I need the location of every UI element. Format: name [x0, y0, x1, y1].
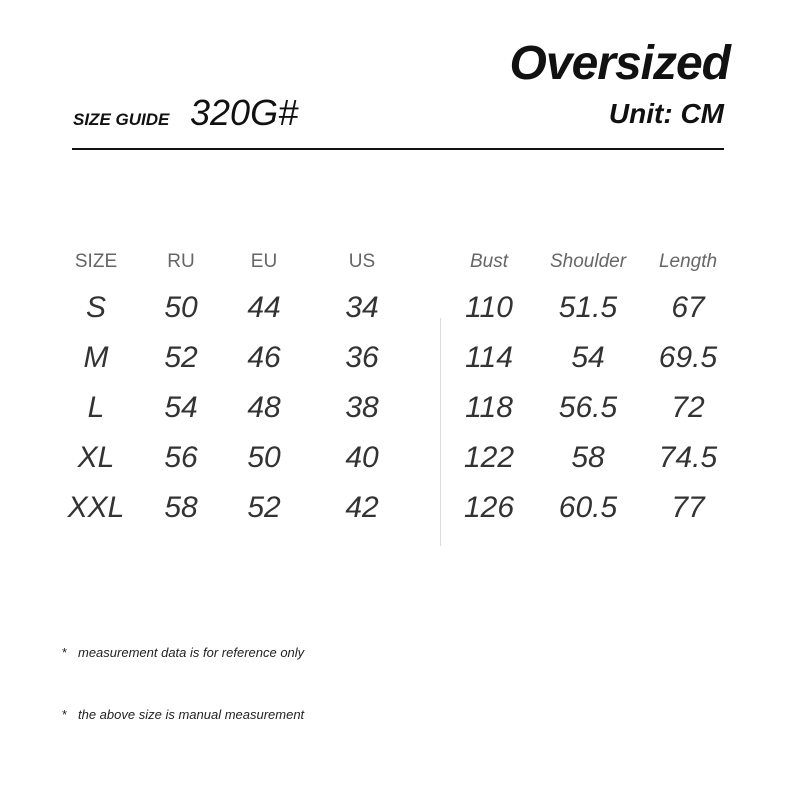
table-cell: 36	[345, 341, 379, 374]
table-cell: 56	[164, 441, 198, 474]
column-header: Length	[658, 251, 718, 272]
table-cell: 38	[345, 391, 379, 424]
product-code: 320G#	[190, 92, 299, 133]
header-divider	[72, 148, 724, 150]
table-cell: 34	[345, 291, 379, 324]
table-cell: 126	[463, 491, 515, 524]
table-cell: XXL	[67, 491, 125, 524]
table-cell: M	[83, 341, 109, 374]
table-cell: 67	[671, 291, 705, 324]
column-header: Bust	[469, 251, 509, 272]
table-cell: 46	[247, 341, 281, 374]
unit-label: Unit: CM	[608, 98, 724, 129]
table-cell: L	[87, 391, 105, 424]
table-cell: 42	[345, 491, 379, 524]
column-header: EU	[250, 251, 278, 272]
star-icon: *	[62, 707, 68, 722]
table-cell: 52	[247, 491, 281, 524]
table-cell: 110	[465, 291, 513, 324]
column-header: RU	[167, 251, 195, 272]
table-cell: 50	[164, 291, 198, 324]
note	[62, 707, 304, 722]
table-cell: 54	[164, 391, 198, 424]
table-cell: S	[85, 291, 107, 324]
column-divider	[440, 318, 441, 546]
table-cell: 40	[345, 441, 379, 474]
table-cell: 114	[465, 341, 513, 374]
table-cell: 52	[164, 341, 198, 374]
table-cell: 50	[247, 441, 281, 474]
table-cell: 118	[465, 391, 513, 424]
table-cell: 74.5	[658, 441, 718, 474]
column-header: Shoulder	[549, 251, 627, 272]
table-cell: 58	[571, 441, 605, 474]
table-cell: 58	[164, 491, 198, 524]
table-cell: 122	[463, 441, 515, 474]
note-text: measurement data is for reference only	[78, 645, 305, 660]
table-cell: 51.5	[558, 291, 618, 324]
table-cell: 56.5	[558, 391, 618, 424]
table-cell: 69.5	[658, 341, 718, 374]
column-header: SIZE	[74, 251, 118, 272]
title: Oversized	[509, 37, 730, 90]
size-guide-label: SIZE GUIDE	[73, 110, 170, 129]
table-cell: 48	[247, 391, 281, 424]
table-cell: XL	[77, 441, 115, 474]
table-cell: 77	[671, 491, 705, 524]
note-text: the above size is manual measurement	[78, 707, 305, 722]
table-cell: 54	[571, 341, 605, 374]
table-cell: 60.5	[558, 491, 618, 524]
note	[62, 645, 304, 660]
table-cell: 72	[671, 391, 705, 424]
star-icon: *	[62, 645, 68, 660]
table-cell: 44	[247, 291, 281, 324]
column-header: US	[348, 251, 376, 272]
